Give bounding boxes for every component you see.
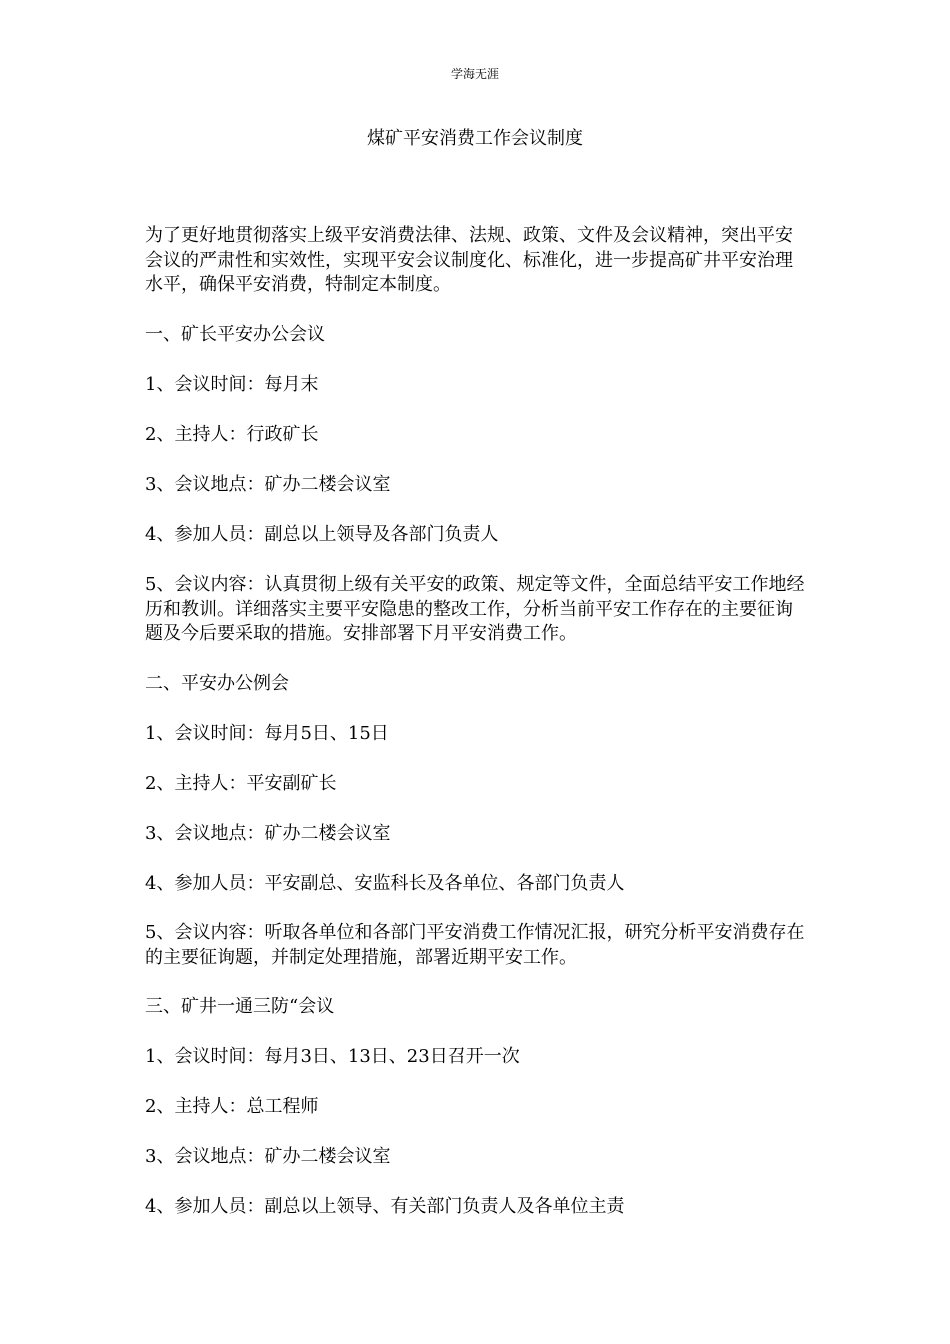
section-heading-3: 三、矿井一通三防“会议 — [145, 996, 335, 1017]
list-item: 1、会议时间：每月5日、15日 — [145, 723, 389, 744]
document-title: 煤矿平安消费工作会议制度 — [367, 128, 583, 149]
section-heading-1: 一、矿长平安办公会议 — [145, 324, 325, 345]
list-item: 4、参加人员：平安副总、安监科长及各单位、各部门负责人 — [145, 873, 625, 894]
section-heading-2: 二、平安办公例会 — [145, 673, 289, 694]
list-item: 2、主持人：平安副矿长 — [145, 773, 337, 794]
intro-paragraph: 为了更好地贯彻落实上级平安消费法律、法规、政策、文件及会议精神，突出平安会议的严肃性和实效性，实现平安会议制度化、标准化，进一步提高矿井平安治理水平，确保平安消费，特制定本制度。 — [145, 225, 793, 295]
list-item: 2、主持人：行政矿长 — [145, 424, 319, 445]
list-item: 3、会议地点：矿办二楼会议室 — [145, 1146, 391, 1167]
list-item: 3、会议地点：矿办二楼会议室 — [145, 474, 391, 495]
list-item: 4、参加人员：副总以上领导、有关部门负责人及各单位主责 — [145, 1196, 625, 1217]
list-item: 3、会议地点：矿办二楼会议室 — [145, 823, 391, 844]
list-item: 1、会议时间：每月末 — [145, 374, 319, 395]
list-item: 4、参加人员：副总以上领导及各部门负责人 — [145, 524, 499, 545]
list-item: 5、会议内容：认真贯彻上级有关平安的政策、规定等文件，全面总结平安工作地经历和教训。详细落实主要平安隐患的整改工作，分析当前平安工作存在的主要征询题及今后要采取的措施。安排部署下月平安消费工作。 — [145, 574, 805, 644]
page-header: 学海无涯 — [450, 67, 499, 81]
list-item: 5、会议内容：听取各单位和各部门平安消费工作情况汇报，研究分析平安消费存在的主要征询题，并制定处理措施，部署近期平安工作。 — [145, 922, 805, 968]
list-item: 2、主持人：总工程师 — [145, 1096, 319, 1117]
list-item: 1、会议时间：每月3日、13日、23日召开一次 — [145, 1046, 520, 1067]
